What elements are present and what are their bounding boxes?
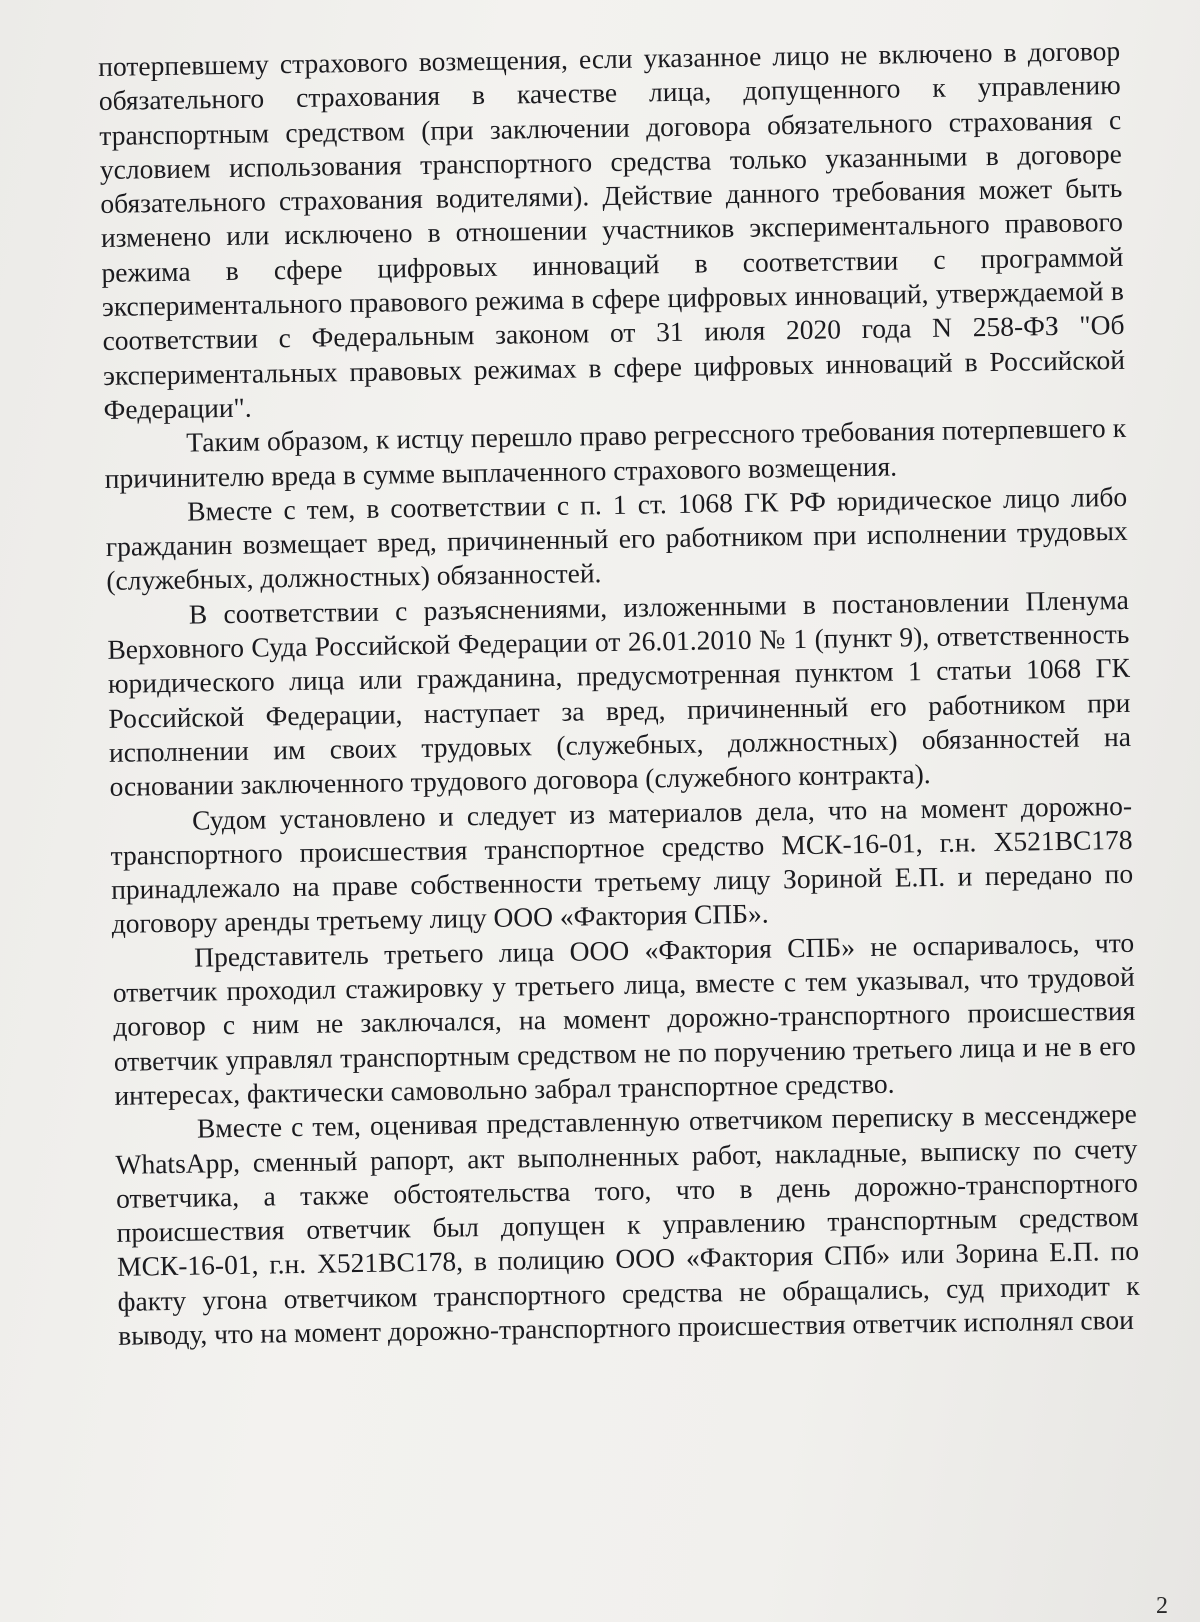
document-body [98,34,1140,1353]
paragraph-court-established: Судом установлено и следует из материалов дела, что на момент дорожно-транспортного происшествия транспортное средство МСК-16-01, г.н. Х521ВС178 принадлежало на праве собственности третьему лицу Зориной Е.П. и передано по договору аренды третьему лицу ООО «Фактория СПБ». [110,789,1134,940]
paragraph-article-1068: Вместе с тем, в соответствии с п. 1 ст. 1068 ГК РФ юридическое лицо либо гражданин возмещает вред, причиненный его работником при исполнении трудовых (служебных, должностных) обязанностей. [105,480,1128,597]
paragraph-court-assessment: Вместе с тем, оценивая представленную ответчиком переписку в мессенджере WhatsApp, сменный рапорт, акт выполненных работ, накладные, выписку по счету ответчика, а также обстоятельства того, что в день дорожно-транспортного происшествия ответчик был допущен к управлению транспортным средством МСК-16-01, г.н. Х521ВС178, в полицию ООО «Фактория СПб» или Зорина Е.П. по факту угона ответчиком транспортного средства не обращались, суд приходит к выводу, что на момент дорожно-транспортного происшествия ответчик исполнял свои [115,1098,1140,1351]
paragraph-third-party-position: Представитель третьего лица ООО «Фактория СПБ» не оспаривалось, что ответчик проходил стажировку у третьего лица, вместе с тем указывал, что трудовой договор с ним не заключался, на момент дорожно-транспортного происшествия ответчик управлял транспортным средством не по поручению третьего лица и не в его интересах, фактически самовольно забрал транспортное средство. [112,926,1136,1111]
page-number: 2 [1156,1593,1168,1619]
paragraph-plenum-clarification: В соответствии с разъяснениями, изложенными в постановлении Пленума Верховного Суда Российской Федерации от 26.01.2010 № 1 (пункт 9), ответственность юридического лица или гражданина, предусмотренная пунктом 1 статьи 1068 ГК Российской Федерации, наступает за вред, причиненный его работником при исполнении им своих трудовых (служебных, должностных) обязанностей на основании заключенного трудового договора (служебного контракта). [107,583,1132,803]
paragraph-regress-right: Таким образом, к истцу перешло право регрессного требования потерпевшего к причинителю вреда в сумме выплаченного страхового возмещения. [104,412,1127,494]
paragraph-continuation: потерпевшему страхового возмещения, если указанное лицо не включено в договор обязательного страхования в качестве лица, допущенного к управлению транспортным средством (при заключении договора обязательного страхования с условием использования транспортного средства только указанными в договоре обязательного страхования водителями). Действие данного требования может быть изменено или исключено в отношении участников экспериментального правового режима в сфере цифровых инноваций в соответствии с программой экспериментального правового режима в сфере цифровых инноваций, утверждаемой в соответствии с Федеральным законом от 31 июля 2020 года N 258-ФЗ "Об экспериментальных правовых режимах в сфере цифровых инноваций в Российской Федерации". [98,34,1126,425]
